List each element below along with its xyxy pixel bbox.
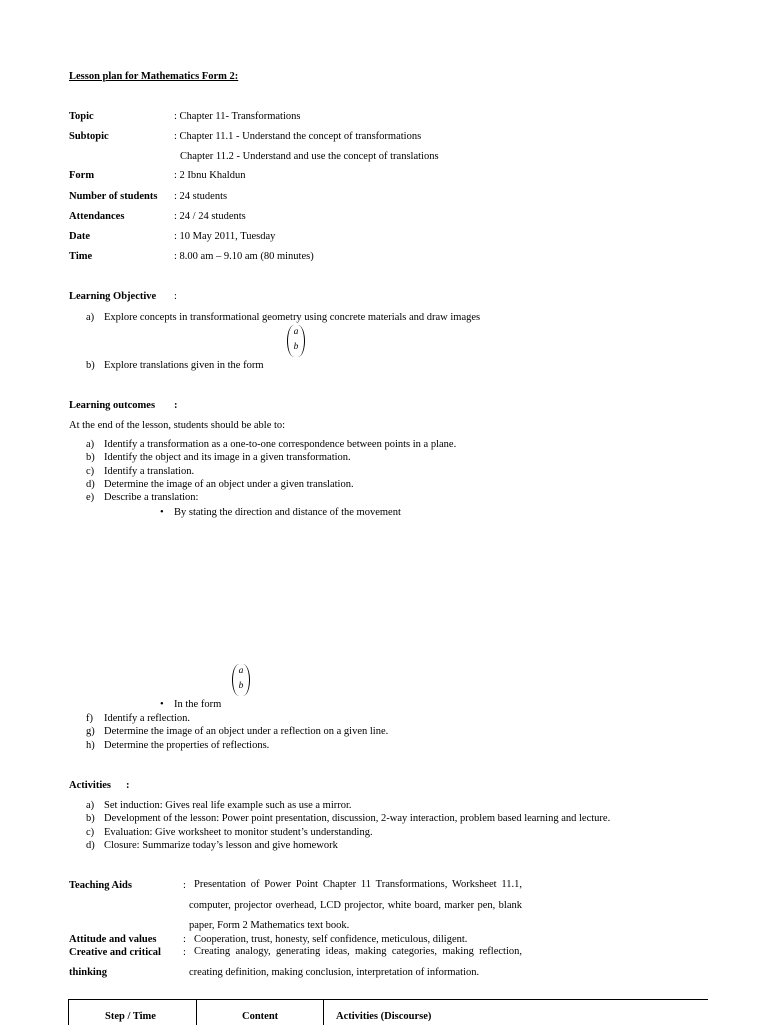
list-item: h) Determine the properties of reflections. xyxy=(86,739,270,751)
date-label: Date xyxy=(69,231,90,242)
teaching-aids-label: Teaching Aids xyxy=(69,880,132,891)
creative-text: Creating analogy, generating ideas, making categories, making reflection, creating definition, making conclusion, interpretation of information. xyxy=(189,946,522,978)
page-title: Lesson plan for Mathematics Form 2: xyxy=(69,71,239,82)
subtopic-value-2: Chapter 11.2 - Understand and use the concept of translations xyxy=(180,151,439,162)
bullet-direction-distance: • By stating the direction and distance of the movement xyxy=(160,506,401,519)
form-value: : 2 Ibnu Khaldun xyxy=(174,170,246,181)
learning-objective-item: a) Explore concepts in transformational geometry using concrete materials and draw images xyxy=(86,312,481,323)
list-item: c) Identify a translation. xyxy=(86,465,195,477)
date-value: : 10 May 2011, Tuesday xyxy=(174,231,276,242)
list-item: e) Describe a translation: xyxy=(86,492,199,504)
attitude-text: Cooperation, trust, honesty, self confidence, meticulous, diligent. xyxy=(194,934,468,945)
vector-notation: a b xyxy=(232,664,250,696)
attitude-label: Attitude and values xyxy=(69,934,157,945)
subtopic-label: Subtopic xyxy=(69,131,109,142)
subtopic-value-1: : Chapter 11.1 - Understand the concept of transformations xyxy=(174,131,422,142)
table-border xyxy=(68,1000,69,1025)
learning-outcomes-list xyxy=(86,438,456,504)
topic-value: : Chapter 11- Transformations xyxy=(174,111,301,122)
table-border xyxy=(196,1000,197,1025)
list-item: d) Closure: Summarize today’s lesson and give homework xyxy=(86,839,338,851)
form-label: Form xyxy=(69,170,95,181)
students-label: Number of students xyxy=(69,191,158,202)
list-item: c) Evaluation: Give worksheet to monitor student’s understanding. xyxy=(86,826,373,838)
list-item: b) Development of the lesson: Power point presentation, discussion, 2-way interaction, problem based learning and lecture. xyxy=(86,813,611,825)
list-item: b) Identify the object and its image in a given transformation. xyxy=(86,452,351,464)
lesson-steps-table xyxy=(68,999,708,1025)
list-item: a) Identify a transformation as a one-to-one correspondence between points in a plane. xyxy=(86,439,457,450)
students-value: : 24 students xyxy=(174,191,228,202)
creative-colon: : xyxy=(183,947,186,958)
creative-label-line1: Creative and critical xyxy=(69,947,161,958)
teaching-aids-colon: : xyxy=(183,880,186,891)
list-item: a) Set induction: Gives real life example such as use a mirror. xyxy=(86,800,352,811)
activities-heading: Activities xyxy=(69,780,111,791)
time-label: Time xyxy=(69,251,93,262)
list-item: f) Identify a reflection. xyxy=(86,713,190,724)
table-border xyxy=(323,1000,324,1025)
learning-objective-colon: : xyxy=(174,291,177,302)
attitude-colon: : xyxy=(183,934,186,945)
time-value: : 8.00 am – 9.10 am (80 minutes) xyxy=(174,251,314,262)
list-item: d) Determine the image of an object under a given translation. xyxy=(86,478,354,490)
learning-outcomes-list-continued xyxy=(86,712,388,752)
list-item: g) Determine the image of an object under a reflection on a given line. xyxy=(86,726,389,738)
attendances-value: : 24 / 24 students xyxy=(174,211,246,222)
activities-colon: : xyxy=(126,780,130,791)
table-header-content: Content xyxy=(242,1011,279,1022)
bullet-in-the-form: • In the form xyxy=(160,698,221,711)
topic-label: Topic xyxy=(69,111,94,122)
activities-list xyxy=(86,799,610,852)
learning-outcomes-heading: Learning outcomes xyxy=(69,400,156,411)
table-header-activities: Activities (Discourse) xyxy=(336,1011,432,1022)
learning-objective-item: b) Explore translations given in the form xyxy=(86,360,264,371)
learning-outcomes-colon: : xyxy=(174,400,178,411)
attendances-label: Attendances xyxy=(69,211,125,222)
vector-notation: a b xyxy=(287,325,305,357)
teaching-aids-text: Presentation of Power Point Chapter 11 Transformations, Worksheet 11.1, computer, projector overhead, LCD projector, white board, marker pen, blank paper, Form 2 Mathematics text book. xyxy=(189,879,522,931)
table-header-step-time: Step / Time xyxy=(105,1011,156,1022)
learning-outcomes-intro: At the end of the lesson, students should be able to: xyxy=(69,420,286,431)
creative-label-line2: thinking xyxy=(69,967,107,978)
learning-objective-heading: Learning Objective xyxy=(69,291,157,302)
